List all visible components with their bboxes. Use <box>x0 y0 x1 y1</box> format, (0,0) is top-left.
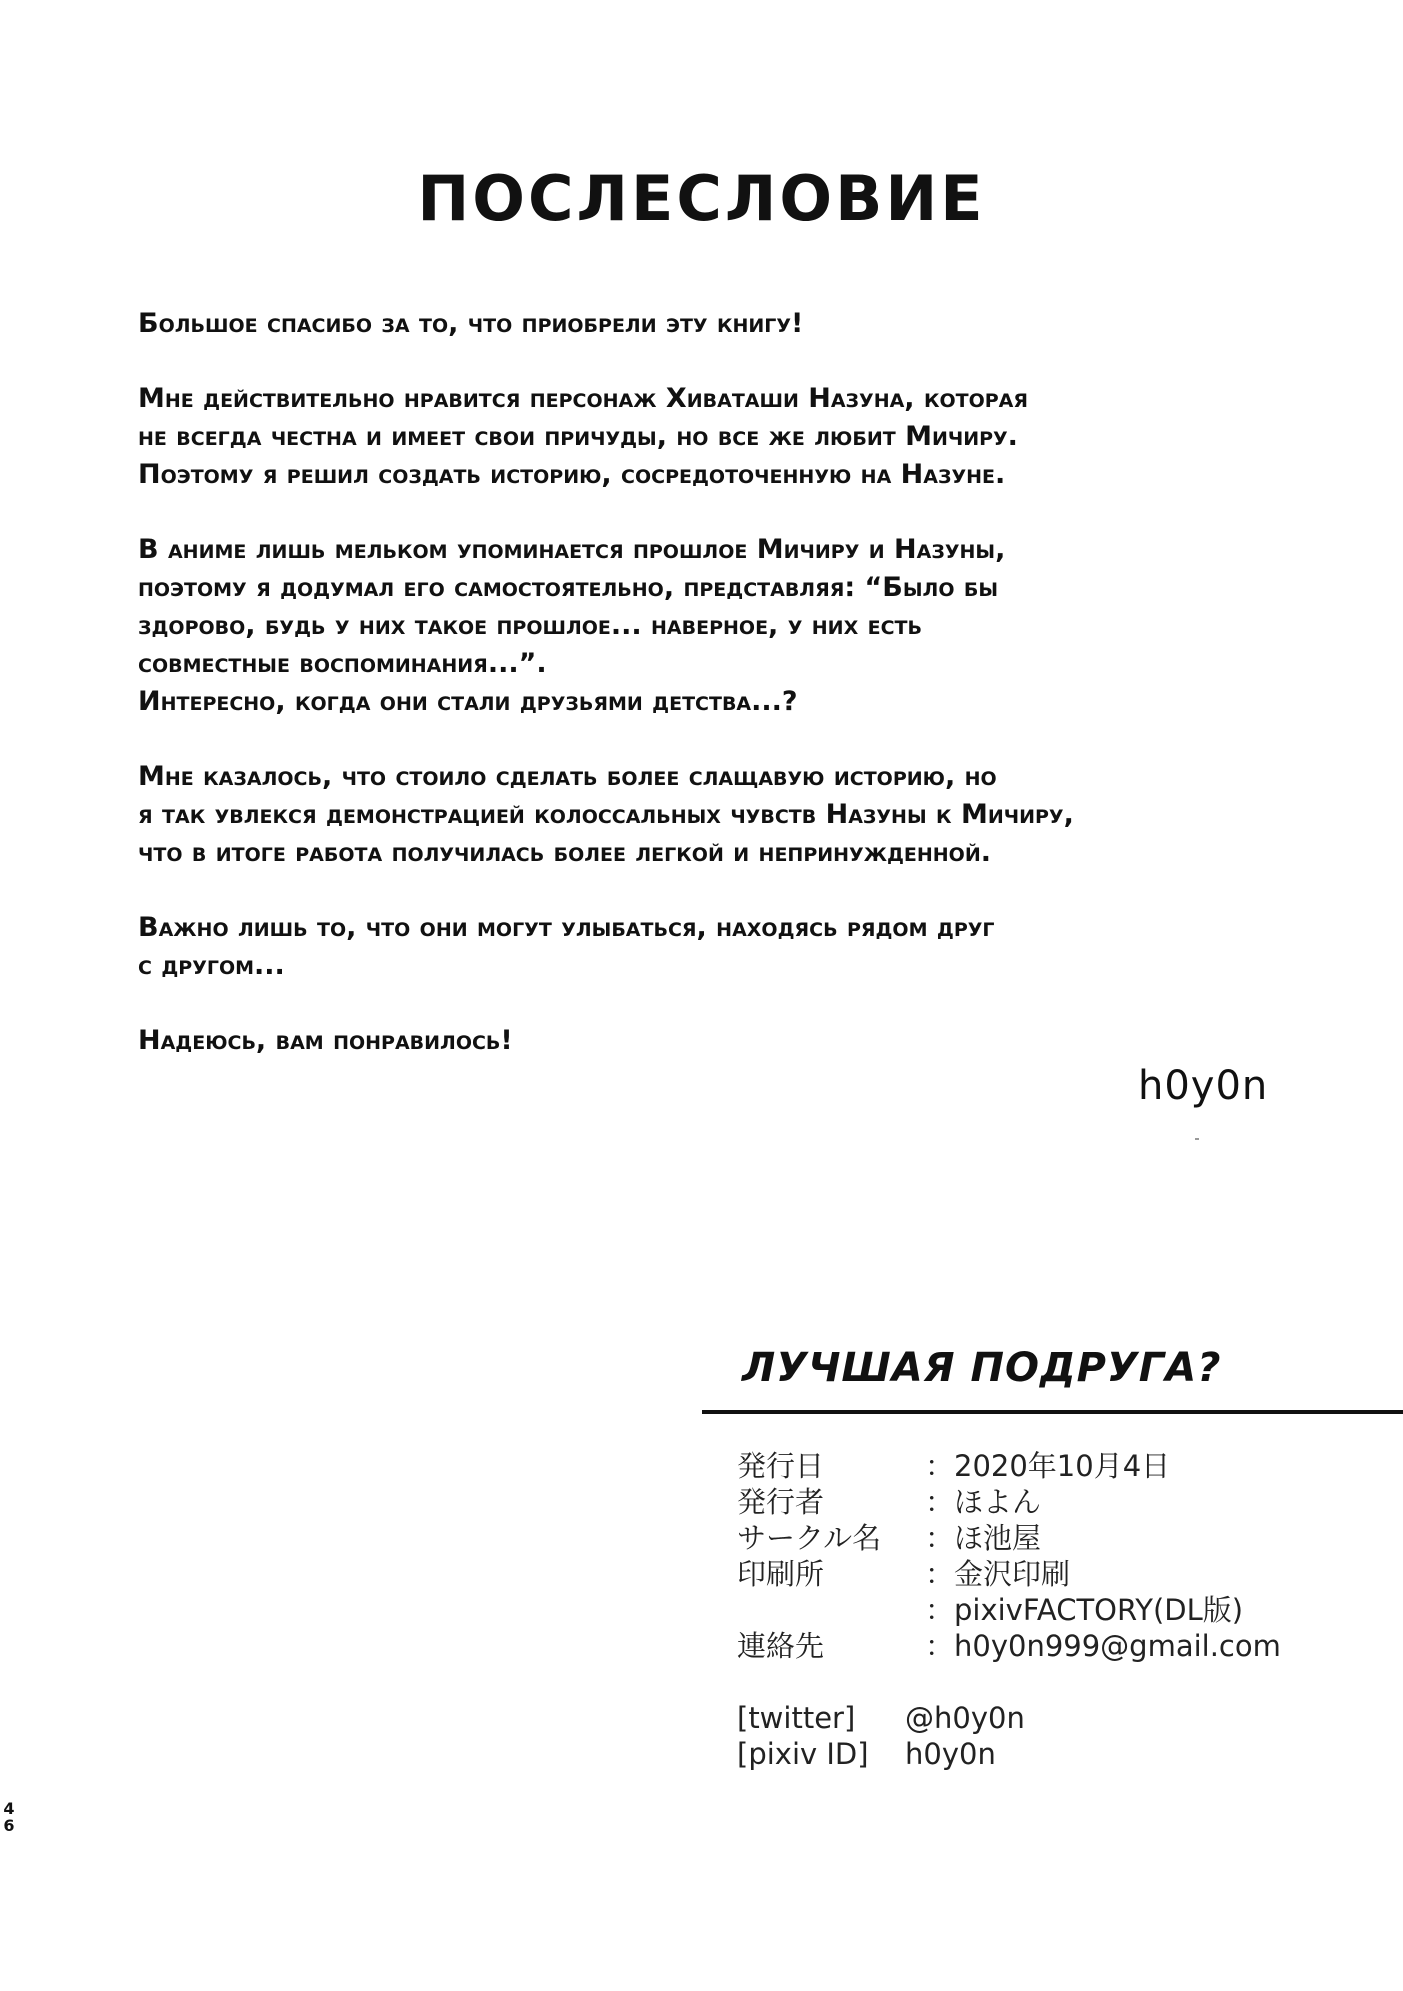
colophon-row <box>737 1592 1281 1628</box>
author-signature: h0y0n <box>1138 1063 1269 1109</box>
colophon-row <box>737 1448 1281 1484</box>
afterword-line: не всегда честна и имеет свои причуды, но все же любит Мичиру. <box>138 421 1018 452</box>
afterword-text <box>138 305 1358 1097</box>
social-links <box>737 1700 1025 1772</box>
social-value: h0y0n <box>905 1737 996 1771</box>
social-row <box>737 1736 1025 1772</box>
afterword-line: Надеюсь, вам понравилось! <box>138 1025 513 1056</box>
afterword-line: Мне казалось, что стоило сделать более слащавую историю, но <box>138 761 997 792</box>
colophon-value: ：2020年10月4日 <box>925 1449 1171 1483</box>
colophon-value: ：h0y0n999@gmail.com <box>925 1629 1281 1663</box>
social-value: @h0y0n <box>905 1701 1025 1735</box>
page-number-digit: 4 <box>3 1799 15 1818</box>
social-key: [pixiv ID] <box>737 1737 869 1771</box>
afterword-line: с другом... <box>138 950 285 981</box>
stray-mark <box>1195 1138 1199 1140</box>
title-underline <box>702 1410 1403 1414</box>
afterword-paragraph <box>138 909 1358 985</box>
afterword-line: что в итоге работа получилась более легкой и непринужденной. <box>138 837 991 868</box>
afterword-line: Мне действительно нравится персонаж Хиваташи Назуна, которая <box>138 383 1029 414</box>
page-number-digit: 6 <box>3 1816 15 1835</box>
afterword-paragraph <box>138 380 1358 494</box>
colophon-value: ：金沢印刷 <box>925 1557 1071 1591</box>
afterword-line: Большое спасибо за то, что приобрели эту книгу! <box>138 308 804 339</box>
social-row <box>737 1700 1025 1736</box>
colophon-row <box>737 1628 1281 1664</box>
colophon-key: サークル名 <box>737 1521 882 1555</box>
afterword-line: Важно лишь то, что они могут улыбаться, находясь рядом друг <box>138 912 995 943</box>
afterword-line: Поэтому я решил создать историю, сосредоточенную на Назуне. <box>138 459 1006 490</box>
afterword-line: Интересно, когда они стали друзьями детства...? <box>138 686 798 717</box>
page-number <box>2 1800 16 1834</box>
colophon-value: ：pixivFACTORY(DL版) <box>925 1593 1244 1627</box>
afterword-paragraph <box>138 1022 1358 1060</box>
afterword-title: ПОСЛЕСЛОВИЕ <box>417 162 986 235</box>
afterword-line: я так увлекся демонстрацией колоссальных чувств Назуны к Мичиру, <box>138 799 1074 830</box>
book-title: ЛУЧШАЯ ПОДРУГА? <box>742 1345 1222 1391</box>
colophon-key <box>737 1592 925 1628</box>
colophon-row <box>737 1556 1281 1592</box>
afterword-line: совместные воспоминания...”. <box>138 648 547 679</box>
social-key: [twitter] <box>737 1701 856 1735</box>
colophon-key: 発行者 <box>737 1485 825 1519</box>
colophon-row <box>737 1520 1281 1556</box>
afterword-paragraph <box>138 531 1358 721</box>
colophon-table <box>737 1448 1281 1664</box>
colophon-key: 印刷所 <box>737 1557 825 1591</box>
afterword-line: поэтому я додумал его самостоятельно, представляя: “Было бы <box>138 572 999 603</box>
afterword-line: здорово, будь у них такое прошлое... наверное, у них есть <box>138 610 922 641</box>
afterword-paragraph <box>138 758 1358 872</box>
colophon-key: 発行日 <box>737 1449 825 1483</box>
colophon-value: ：ほ池屋 <box>925 1521 1042 1555</box>
colophon-key: 連絡先 <box>737 1629 825 1663</box>
afterword-line: В аниме лишь мельком упоминается прошлое Мичиру и Назуны, <box>138 534 1006 565</box>
colophon-value: ：ほよん <box>925 1485 1042 1519</box>
afterword-paragraph <box>138 305 1358 343</box>
colophon-row <box>737 1484 1281 1520</box>
